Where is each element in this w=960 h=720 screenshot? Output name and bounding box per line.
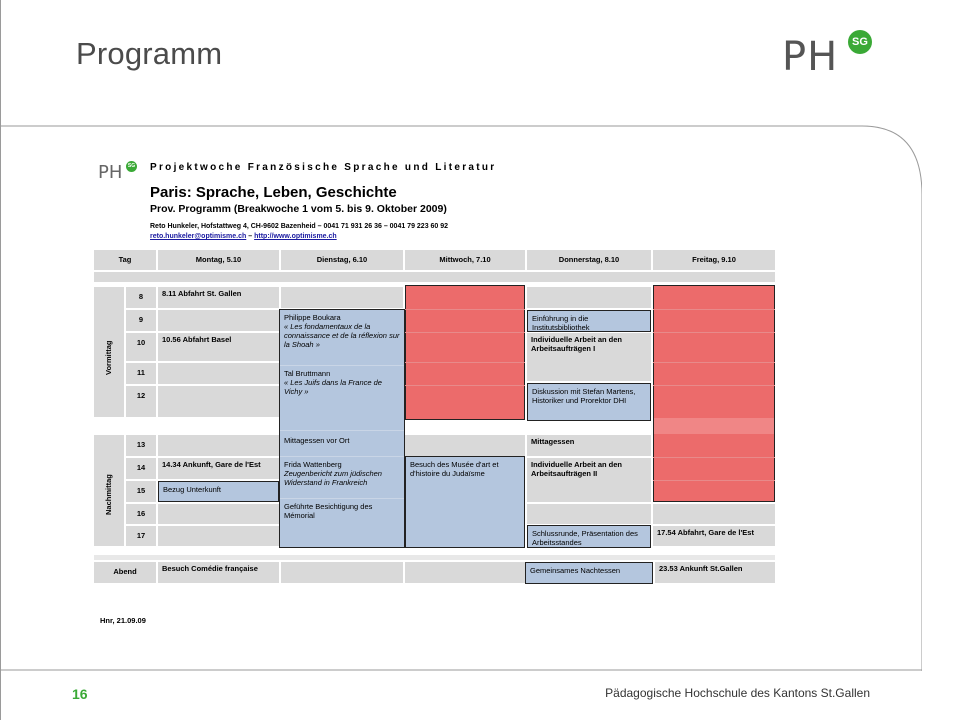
hour-15: 15 <box>126 481 156 502</box>
bruttmann-title: « Les Juifs dans la France de Vichy » <box>284 378 382 396</box>
tuesday-lunch: Mittagessen vor Ort <box>279 430 405 456</box>
doc-contact-line: Reto Hunkeler, Hofstattweg 4, CH-9602 Bazenheid – 0041 71 931 26 36 – 0041 79 223 60 92 <box>150 223 449 230</box>
fri-line-15 <box>653 480 775 481</box>
thursday-16 <box>527 504 651 524</box>
hour-9: 9 <box>126 310 156 331</box>
section-afternoon-label: Nachmittag <box>104 474 113 515</box>
friday-17: 17.54 Abfahrt, Gare de l'Est <box>653 526 775 546</box>
friday-16 <box>653 504 775 524</box>
boukara-name: Philippe Boukara <box>284 313 341 322</box>
doc-ph-logo: PH <box>98 162 123 183</box>
monday-15-outline <box>158 481 279 502</box>
wed-line-12 <box>405 385 525 386</box>
hour-8: 8 <box>126 287 156 308</box>
thursday-discussion-outline <box>527 383 651 421</box>
monday-11 <box>158 363 279 384</box>
thursday-closing-outline <box>527 525 651 548</box>
hour-11: 11 <box>126 363 156 384</box>
header-wednesday: Mittwoch, 7.10 <box>405 250 525 270</box>
doc-links <box>150 232 448 242</box>
section-evening-label: Abend <box>94 562 156 583</box>
wed-line-10 <box>405 332 525 333</box>
header-thursday: Donnerstag, 8.10 <box>527 250 651 270</box>
spacer-row <box>94 272 775 282</box>
monday-12 <box>158 386 279 417</box>
slide-title: Programm <box>76 36 223 71</box>
wednesday-evening <box>405 562 525 583</box>
header-monday: Montag, 5.10 <box>158 250 279 270</box>
doc-email-link[interactable]: reto.hunkeler@optimisme.ch <box>150 233 247 240</box>
hour-14: 14 <box>126 458 156 479</box>
thursday-discussion: Diskussion mit Stefan Martens, Historiker und Prorektor DHI <box>527 383 651 421</box>
friday-evening: 23.53 Ankunft St.Gallen <box>655 562 775 583</box>
wattenberg-title: Zeugenbericht zum jüdischen Widerstand in Frankreich <box>284 469 382 487</box>
doc-sg-badge: SG <box>126 161 137 172</box>
wed-line-11 <box>405 362 525 363</box>
wednesday-morning-outline <box>405 285 525 420</box>
doc-subtitle: Prov. Programm (Breakwoche 1 vom 5. bis 9. Oktober 2009) <box>150 203 447 215</box>
program-document <box>90 150 790 640</box>
monday-16 <box>158 504 279 524</box>
monday-14: 14.34 Ankunft, Gare de l'Est <box>158 458 279 479</box>
tuesday-evening <box>281 562 403 583</box>
hour-13: 13 <box>126 435 156 456</box>
wednesday-afternoon-outline <box>405 456 525 548</box>
thursday-lunch: Mittagessen <box>527 435 651 456</box>
doc-title: Paris: Sprache, Leben, Geschichte <box>150 184 397 201</box>
monday-15: Bezug Unterkunft <box>158 481 279 502</box>
monday-8: 8.11 Abfahrt St. Gallen <box>158 287 279 308</box>
doc-website-link[interactable]: http://www.optimisme.ch <box>254 233 337 240</box>
monday-13 <box>158 435 279 456</box>
wed-line-9 <box>405 309 525 310</box>
fri-line-10 <box>653 332 775 333</box>
fri-line-12 <box>653 385 775 386</box>
evening-spacer <box>94 555 775 560</box>
thursday-library-outline <box>527 310 651 332</box>
thursday-evening-outline <box>525 562 653 584</box>
thursday-closing: Schlussrunde, Präsentation des Arbeitsstandes <box>527 525 651 548</box>
friday-blocked-outline <box>653 285 775 502</box>
fri-line-9 <box>653 309 775 310</box>
header-tag: Tag <box>94 250 156 270</box>
doc-contact <box>150 222 448 242</box>
hour-10: 10 <box>126 333 156 361</box>
thursday-work-1: Individuelle Arbeit an den Arbeitsaufträgen I <box>527 333 651 381</box>
header-friday: Freitag, 9.10 <box>653 250 775 270</box>
doc-header: Projektwoche Französische Sprache und Literatur <box>150 162 497 173</box>
hour-12: 12 <box>126 386 156 417</box>
hour-17: 17 <box>126 526 156 546</box>
thursday-8 <box>527 287 651 308</box>
thursday-library: Einführung in die Institutsbibliothek <box>527 310 651 332</box>
fri-line-14 <box>653 457 775 458</box>
thursday-evening: Gemeinsames Nachtessen <box>525 562 653 584</box>
monday-9 <box>158 310 279 331</box>
tuesday-tour: Geführte Besichtigung des Mémorial <box>279 498 405 548</box>
footer-institution: Pädagogische Hochschule des Kantons St.Gallen <box>605 686 870 700</box>
page-number: 16 <box>72 686 88 702</box>
tuesday-outline <box>279 309 405 548</box>
monday-10: 10.56 Abfahrt Basel <box>158 333 279 361</box>
bruttmann-name: Tal Bruttmann <box>284 369 331 378</box>
monday-17 <box>158 526 279 546</box>
fri-line-11 <box>653 362 775 363</box>
header-tuesday: Dienstag, 6.10 <box>281 250 403 270</box>
wednesday-13 <box>405 435 525 456</box>
monday-evening: Besuch Comédie française <box>158 562 279 583</box>
logo-ph-text: PH <box>782 34 839 80</box>
tuesday-8 <box>281 287 403 308</box>
wattenberg-name: Frida Wattenberg <box>284 460 342 469</box>
hour-16: 16 <box>126 504 156 524</box>
thursday-work-2: Individuelle Arbeit an den Arbeitsaufträgen II <box>527 458 651 502</box>
boukara-title: « Les fondamentaux de la connaissance et de la réflexion sur la Shoah » <box>284 322 400 349</box>
section-morning-label: Vormittag <box>104 340 113 375</box>
doc-dash: – <box>248 233 253 240</box>
wednesday-museum-visit: Besuch des Musée d'art et d'histoire du Judaïsme <box>405 456 525 548</box>
doc-signature: Hnr, 21.09.09 <box>100 616 146 625</box>
logo-sg-badge: SG <box>848 30 872 54</box>
